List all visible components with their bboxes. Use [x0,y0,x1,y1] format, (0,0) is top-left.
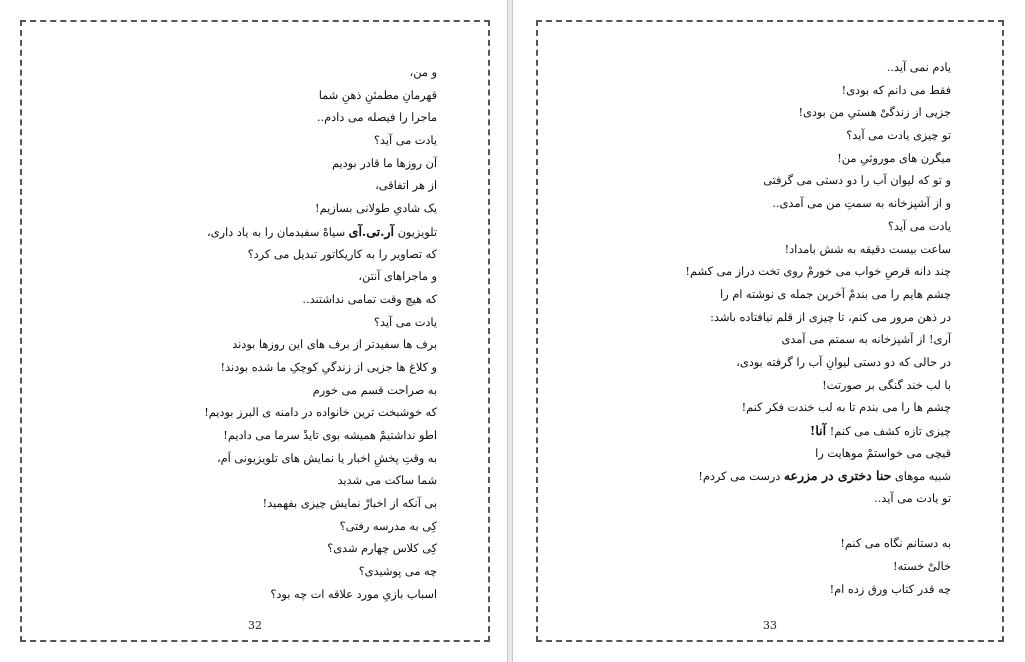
poem-line: یادم نمی آید.. [886,61,951,74]
poem-line: به وقتِ پخشِ اخبار یا نمایش های تلویزیونی اَم، [216,451,437,465]
poem-lines-right [651,57,951,602]
poem-line: آری! از آشپزخانه به سمتم می آمدی [781,333,951,347]
poem-line: به دستانم نگاه می کنم! [840,537,951,551]
poem-line: چشم ها را می بندم تا به لب خندت فکر کنم! [741,401,951,415]
poem-line: جزیی از زندگیْ هستیِ من بودی! [798,106,951,120]
poem-line: و من، [409,66,437,79]
poem-line: شبیه موهای حنا دختری در مزرعه درست می کردم! [698,468,951,484]
poem-line: تو یادت می آید.. [874,492,951,506]
poem-line: و از آشپزخانه به سمتِ من می آمدی.. [772,197,951,211]
poem-line: به صراحت قسم می خورم [312,383,437,397]
right-page [512,0,1025,662]
poem-line: اسباب بازیِ مورد علاقه ات چه بود؟ [270,587,437,601]
poem-line: و کلاغ ها جزیی از زندگیِ کوچکِ ما شده بودند! [220,360,437,374]
poem-line: و تو که لیوان آب را دو دستی می گرفتی [763,174,951,188]
poem-line: یادت می آید؟ [373,315,437,329]
poem-line: چه می پوشیدی؟ [358,565,437,579]
poem-line: یک شادیِ طولانی بسازیم! [315,202,437,216]
poem-line: بی آنکه از اخبارْ نمایش چیزی بفهمید! [262,497,437,511]
poem-line: که خوشبخت ترین خانواده در دامنه ی البرز بودیم! [204,406,437,420]
poem-line: قیچی می خواستمْ موهایت را [815,446,951,460]
poem-line: که هیچ وقت تمامی نداشتند.. [302,292,437,306]
emphasized-text: حنا دختری در مزرعه [783,468,892,484]
poem-line: آن روزها ما قادر بودیم [331,156,437,170]
poem-line: چند دانه قرصِ خواب می خورمْ روی تخت دراز می کشم! [685,265,951,279]
poem-line: چیزی تازه کشف می کنم! آنا! [809,423,951,438]
poem-line: میگرن های موروثیِ من! [837,151,951,165]
poem-line: چه قدر کتاب ورق زده ام! [829,582,951,596]
poem-line: شما ساکت می شدید [337,474,437,488]
poem-line: تلویزیون آر.تی.آی سیاهْ سفیدمان را به یاد داری، [207,223,437,239]
poem-line: یادت می آید؟ [373,134,437,148]
poem-line: در ذهن مرور می کنم، تا چیزی از قلم نیافتاده باشد: [710,310,951,324]
poem-line: ساعت بیست دقیقه به شش بامداد! [784,242,951,256]
poem-line: قهرمانِ مطمئنِ ذهنِ شما [318,88,437,102]
poem-line: یادت می آید؟ [887,219,951,233]
poem-line: کِی به مدرسه رفتی؟ [339,519,437,533]
stanza-gap [651,511,951,534]
page-number: 33 [763,619,777,632]
poem-line: ماجرا را فیصله می دادم.. [316,111,437,125]
poem-line: در حالی که دو دستی لیوانِ آب را گرفته بودی، [736,355,951,369]
poem-line: از هر اتفاقی، [375,179,437,193]
page-number: 32 [248,619,262,632]
poem-line: فقط می دانم که بودی! [841,83,951,97]
left-page [0,0,508,662]
poem-line: اطو نداشتیمْ همیشه بوی تایدْ سرما می دادیم! [223,429,437,442]
poem-lines-left [137,62,437,607]
poem-line: چشم هایم را می بندمْ آخرین جمله ی نوشته ام را [720,287,951,301]
poem-line: که تصاویر را به کاریکاتور تبدیل می کرد؟ [247,247,437,261]
poem-line: برف ها سفیدتر از برف های این روزها بودند [232,338,437,352]
poem-line: با لب خند گنگی بر صورتت! [822,378,951,392]
poem-line: کِی کلاس چهارم شدی؟ [327,542,437,556]
emphasized-text: آر.تی.آی [348,223,395,239]
poem-line: و ماجراهای آنتن، [358,270,437,284]
poem-line: خالیْ خسته! [893,560,951,574]
emphasized-text: آنا! [809,423,827,438]
poem-line: تو چیزی یادت می آید؟ [846,129,951,143]
